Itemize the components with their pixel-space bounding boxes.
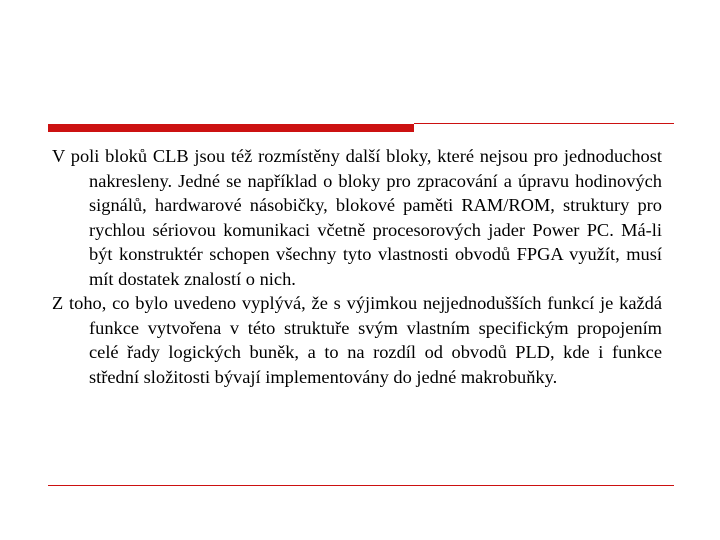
footer-divider bbox=[48, 485, 674, 486]
slide-body bbox=[52, 144, 662, 389]
title-divider-thin bbox=[414, 123, 674, 124]
title-divider-thick bbox=[48, 124, 414, 132]
paragraph-1: V poli bloků CLB jsou též rozmístěny další bloky, které nejsou pro jednoduchost nakresleny. Jedné se například o bloky pro zpracování a úpravu hodinových signálů, hardwarové násobičky, blokové paměti RAM/ROM, struktury pro rychlou sériovou komunikaci včetně procesorových jader Power PC. Má-li být konstruktér schopen všechny tyto vlastnosti obvodů FPGA využít, musí mít dostatek znalostí o nich. bbox=[52, 146, 662, 289]
paragraph-2: Z toho, co bylo uvedeno vyplývá, že s výjimkou nejjednodušších funkcí je každá funkce vytvořena v této struktuře svým vlastním specifickým propojením celé řady logických buněk, a to na rozdíl od obvodů PLD, kde i funkce střední složitosti bývají implementovány do jedné makrobuňky. bbox=[52, 293, 662, 387]
